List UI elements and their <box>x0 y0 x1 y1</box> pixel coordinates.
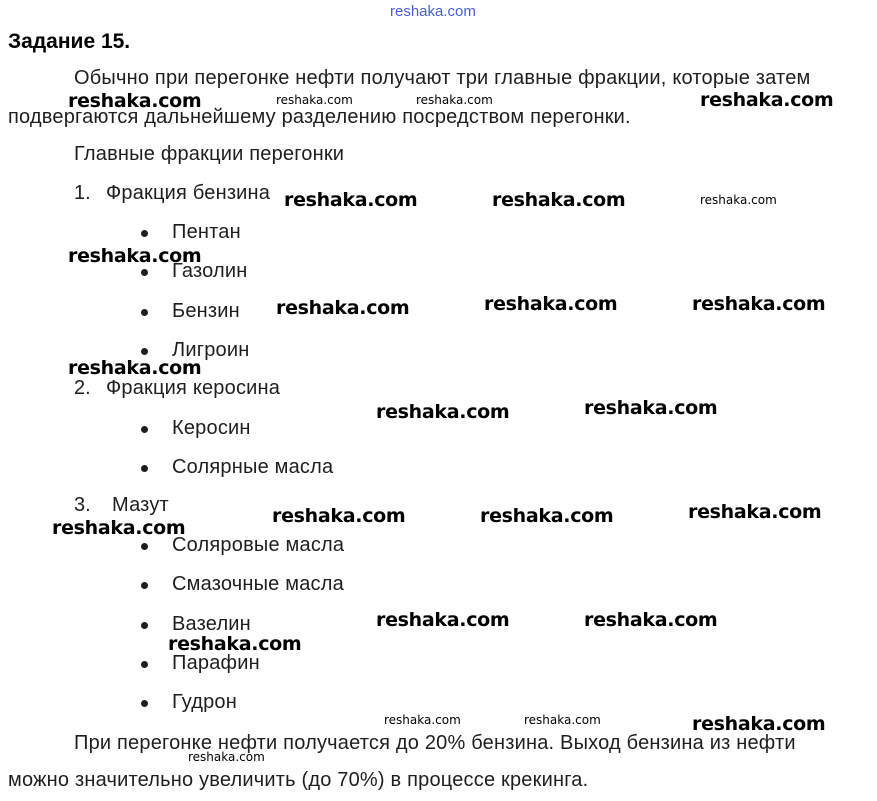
watermark: reshaka.com <box>692 293 826 315</box>
bullet-icon <box>141 426 148 433</box>
watermark: reshaka.com <box>272 505 406 527</box>
fraction-1-name: Фракция бензина <box>106 182 271 204</box>
bullet-icon <box>141 661 148 668</box>
watermark: reshaka.com <box>584 609 718 631</box>
fraction-1-item: Лигроин <box>172 339 250 361</box>
fraction-1-number: 1. <box>74 182 91 204</box>
fraction-2-name: Фракция керосина <box>106 377 281 399</box>
bullet-icon <box>141 465 148 472</box>
fraction-3-item: Вазелин <box>172 613 251 635</box>
bullet-icon <box>141 309 148 316</box>
watermark: reshaka.com <box>700 193 777 207</box>
watermark: reshaka.com <box>384 713 461 727</box>
fraction-3-item: Парафин <box>172 652 260 674</box>
fraction-2-item: Керосин <box>172 417 251 439</box>
watermark: reshaka.com <box>68 90 202 112</box>
watermark: reshaka.com <box>480 505 614 527</box>
intro-line-1: Обычно при перегонке нефти получают три главные фракции, которые затем <box>74 67 811 89</box>
bullet-icon <box>141 348 148 355</box>
fraction-3-item: Гудрон <box>172 691 237 713</box>
bullet-icon <box>141 543 148 550</box>
watermark: reshaka.com <box>168 633 302 655</box>
fraction-3-item: Смазочные масла <box>172 573 344 595</box>
watermark: reshaka.com <box>416 93 493 107</box>
bullet-icon <box>141 582 148 589</box>
conclusion-line-1: При перегонке нефти получается до 20% бензина. Выход бензина из нефти <box>74 732 796 754</box>
watermark: reshaka.com <box>284 189 418 211</box>
watermark: reshaka.com <box>524 713 601 727</box>
bullet-icon <box>141 700 148 707</box>
fraction-3-name: Мазут <box>112 494 169 516</box>
fraction-2-item: Солярные масла <box>172 456 334 478</box>
bullet-icon <box>141 230 148 237</box>
fraction-3-item: Соляровые масла <box>172 534 345 556</box>
fraction-2-number: 2. <box>74 377 91 399</box>
fraction-3-number: 3. <box>74 494 91 516</box>
watermark: reshaka.com <box>688 501 822 523</box>
watermark: reshaka.com <box>276 93 353 107</box>
watermark: reshaka.com <box>188 750 265 764</box>
fraction-1-item: Пентан <box>172 221 241 243</box>
page-title: Задание 15. <box>8 30 131 53</box>
conclusion-line-2: можно значительно увеличить (до 70%) в процессе крекинга. <box>8 769 589 791</box>
watermark: reshaka.com <box>584 397 718 419</box>
fraction-1-item: Бензин <box>172 300 240 322</box>
watermark: reshaka.com <box>52 517 186 539</box>
list-heading: Главные фракции перегонки <box>74 143 345 165</box>
watermark: reshaka.com <box>376 401 510 423</box>
watermark-top: reshaka.com <box>390 3 476 20</box>
watermark: reshaka.com <box>68 245 202 267</box>
intro-line-2: подвергаются дальнейшему разделению посредством перегонки. <box>8 106 631 128</box>
bullet-icon <box>141 269 148 276</box>
watermark: reshaka.com <box>492 189 626 211</box>
watermark: reshaka.com <box>376 609 510 631</box>
watermark: reshaka.com <box>276 297 410 319</box>
watermark: reshaka.com <box>692 713 826 735</box>
watermark: reshaka.com <box>484 293 618 315</box>
fraction-1-item: Газолин <box>172 260 248 282</box>
bullet-icon <box>141 622 148 629</box>
watermark: reshaka.com <box>68 357 202 379</box>
watermark: reshaka.com <box>700 89 834 111</box>
